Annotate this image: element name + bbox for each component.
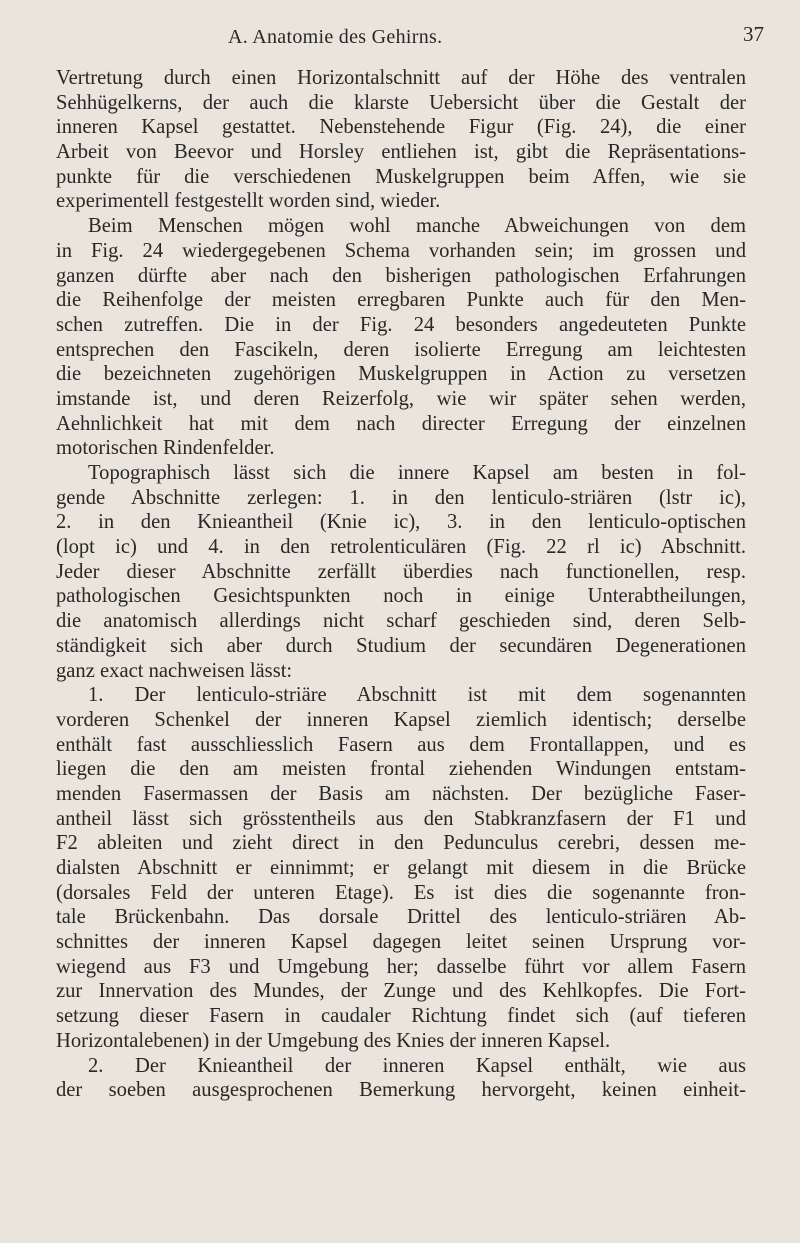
text-line: 1. Der lenticulo-striäre Abschnitt ist mit dem sogenannten — [88, 684, 746, 707]
text-line: Topographisch lässt sich die innere Kapsel am besten in fol- — [88, 462, 746, 484]
text-line: setzung dieser Fasern in caudaler Richtung findet sich (auf tieferen — [56, 1005, 746, 1028]
text-line: die bezeichneten zugehörigen Muskelgruppen in Action zu versetzen — [56, 363, 746, 386]
text-line: Vertretung durch einen Horizontalschnitt auf der Höhe des ventralen — [56, 67, 746, 89]
text-line: in Fig. 24 wiedergegebenen Schema vorhanden sein; im grossen und — [56, 239, 746, 262]
text-line: imstande ist, und deren Reizerfolg, wie wir später sehen werden, — [56, 387, 746, 410]
text-line: Arbeit von Beevor und Horsley entliehen ist, gibt die Repräsentations- — [56, 141, 746, 164]
text-line: die anatomisch allerdings nicht scharf geschieden sind, deren Selb- — [56, 610, 746, 633]
text-line: der soeben ausgesprochenen Bemerkung hervorgeht, keinen einheit- — [56, 1079, 746, 1102]
text-line: ständigkeit sich aber durch Studium der secundären Degenerationen — [56, 634, 746, 657]
text-line: liegen die den am meisten frontal ziehenden Windungen entstam- — [56, 758, 746, 781]
text-line: inneren Kapsel gestattet. Nebenstehende Figur (Fig. 24), die einer — [56, 116, 746, 139]
text-line: Horizontalebenen) in der Umgebung des Knies der inneren Kapsel. — [56, 1029, 611, 1052]
text-line: ganzen dürfte aber nach den bisherigen pathologischen Erfahrungen — [56, 264, 746, 287]
text-line: motorischen Rindenfelder. — [56, 437, 275, 460]
text-line: zur Innervation des Mundes, der Zunge und des Kehlkopfes. Die Fort- — [56, 980, 746, 1003]
text-line: F2 ableiten und zieht direct in den Pedunculus cerebri, dessen me- — [56, 832, 746, 855]
text-line: pathologischen Gesichtspunkten noch in einige Unterabtheilungen, — [56, 585, 746, 608]
text-line: 2. Der Knieantheil der inneren Kapsel enthält, wie aus — [88, 1054, 746, 1077]
text-line: wiegend aus F3 und Umgebung her; dasselbe führt vor allem Fasern — [56, 955, 746, 978]
text-line: entsprechen den Fascikeln, deren isolierte Erregung am leichtesten — [56, 338, 746, 361]
text-line: experimentell festgestellt worden sind, wieder. — [56, 190, 441, 213]
text-line: (dorsales Feld der unteren Etage). Es ist dies die sogenannte fron- — [56, 881, 746, 904]
running-title: A. Anatomie des Gehirns. — [228, 26, 443, 48]
text-line: enthält fast ausschliesslich Fasern aus dem Frontallappen, und es — [56, 733, 746, 756]
text-line: 2. in den Knieantheil (Knie ic), 3. in den lenticulo-optischen — [56, 511, 746, 534]
text-line: Jeder dieser Abschnitte zerfällt überdies nach functionellen, resp. — [56, 560, 746, 583]
text-line: dialsten Abschnitt er einnimmt; er gelangt mit diesem in die Brücke — [56, 857, 746, 879]
text-line: schen zutreffen. Die in der Fig. 24 besonders angedeuteten Punkte — [56, 313, 746, 336]
text-line: tale Brückenbahn. Das dorsale Drittel des lenticulo-striären Ab- — [56, 906, 746, 929]
page-number: 37 — [743, 22, 764, 46]
text-line: Aehnlichkeit hat mit dem nach directer Erregung der einzelnen — [56, 412, 746, 435]
text-line: punkte für die verschiedenen Muskelgruppen beim Affen, wie sie — [56, 165, 746, 188]
body-text — [56, 66, 746, 1103]
text-line: die Reihenfolge der meisten erregbaren Punkte auch für den Men- — [56, 289, 746, 312]
text-line: (lopt ic) und 4. in den retrolenticulären (Fig. 22 rl ic) Abschnitt. — [56, 536, 746, 559]
text-line: schnittes der inneren Kapsel dagegen leitet seinen Ursprung vor- — [56, 931, 746, 954]
text-line: Sehhügelkerns, der auch die klarste Uebersicht über die Gestalt der — [56, 91, 746, 114]
text-line: menden Fasermassen der Basis am nächsten. Der bezügliche Faser- — [56, 782, 746, 805]
text-line: antheil lässt sich grösstentheils aus den Stabkranzfasern der F1 und — [56, 807, 746, 830]
text-line: ganz exact nachweisen lässt: — [56, 659, 293, 682]
text-line: gende Abschnitte zerlegen: 1. in den lenticulo-striären (lstr ic), — [56, 486, 746, 509]
text-line: Beim Menschen mögen wohl manche Abweichungen von dem — [88, 215, 746, 238]
running-head — [0, 22, 800, 52]
text-line: vorderen Schenkel der inneren Kapsel ziemlich identisch; derselbe — [56, 708, 746, 731]
